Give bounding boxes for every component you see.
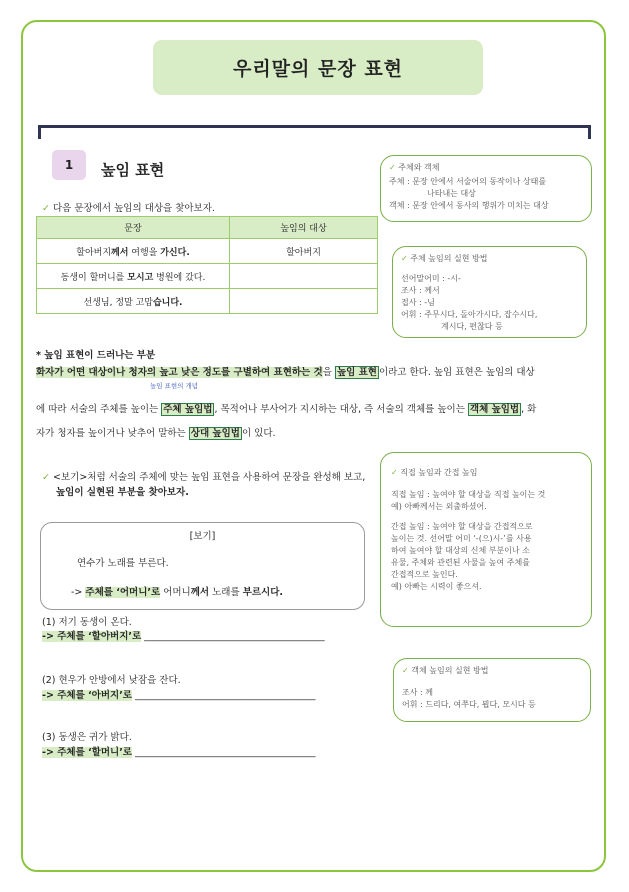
example-label: [보기] (189, 531, 216, 542)
highlight-definition: 화자가 어떤 대상이나 청자의 높고 낮은 정도를 구별하여 표현하는 것 (36, 367, 323, 378)
table-header-target: 높임의 대상 (230, 217, 378, 239)
note-direct-indirect: ✓ 직접 높임과 간접 높임 직접 높임 : 높여야 할 대상을 직접 높이는 것 예) 아빠께서는 외출하셨어. 간접 높임 : 높여야 할 대상을 간접적으로 높이는 것. 선어말 어미 ‘-(으)시-’를 사용 하여 높여야 할 대상의 신체 부분이나 소 유물, 주체와 관련된 사물을 높여 주체를 간접적으로 높인다. 예) 아빠는 시력이 좋으셔. (380, 452, 592, 627)
check-icon: ✓ (401, 254, 408, 263)
table-cell-sentence: 선생님, 정말 고맙습니다. (37, 289, 230, 314)
heading-honorific-parts: * 높임 표현이 드러나는 부분 (36, 350, 156, 361)
section-number: 1 (52, 150, 86, 180)
paragraph-line-2: 에 따라 서술의 주체를 높이는 주체 높임법 , 목적어나 부사어가 지시하는 대상, 즉 서술의 객체를 높이는 객체 높임법 , 화 (36, 404, 537, 415)
check-icon: ✓ (391, 468, 398, 477)
table-row (37, 264, 378, 289)
table-cell-target[interactable] (230, 289, 378, 314)
paragraph-line-1: 화자가 어떤 대상이나 청자의 높고 낮은 정도를 구별하여 표현하는 것을 높임 표현 이라고 한다. 높임 표현은 높임의 대상 (36, 367, 535, 378)
term-object-honorific: 객체 높임법 (469, 404, 520, 415)
annotation-concept: 높임 표현의 개념 (150, 382, 199, 390)
note-object-honorific-methods: ✓ 객체 높임의 실현 방법 조사 : 께 어휘 : 드리다, 여쭈다, 뵙다, 모시다 등 (393, 658, 591, 722)
instruction-2: ✓ <보기>처럼 서술의 주체에 맞는 높임 표현을 사용하여 문장을 완성해 보고, (42, 472, 366, 483)
note-subject-honorific-methods: ✓ 주체 높임의 실현 방법 선어말어미 : -시- 조사 : 께서 접사 : -님 어휘 : 주무시다, 돌아가시다, 잡수시다, 계시다, 편찮다 등 (392, 246, 587, 338)
example-sentence: 연수가 노래를 부른다. (77, 558, 169, 569)
term-honorific: 높임 표현 (336, 367, 377, 378)
check-icon: ✓ (42, 472, 50, 483)
table-cell-sentence: 동생이 할머니를 모시고 병원에 갔다. (37, 264, 230, 289)
exercise-3-question: (3) 동생은 귀가 밝다. (42, 732, 132, 743)
exercise-2-answer[interactable]: -> 주체를 ‘아버지’로 ______________________________________ (42, 690, 316, 701)
paragraph-line-3: 자가 청자를 높이거나 낮추어 말하는 상대 높임법 이 있다. (36, 428, 276, 439)
term-subject-honorific: 주체 높임법 (163, 404, 213, 415)
page-title: 우리말의 문장 표현 (153, 40, 483, 95)
example-answer: -> 주체를 ‘어머니’로 어머니께서 노래를 부르시다. (71, 587, 284, 598)
note-subject-object: ✓ 주체와 객체 주체 : 문장 안에서 서술어의 동작이나 상태를 나타내는 대상 객체 : 문장 안에서 동사의 행위가 미치는 대상 (380, 155, 592, 222)
term-addressee-honorific: 상대 높임법 (190, 428, 240, 439)
exercise-1-question: (1) 저기 동생이 온다. (42, 617, 132, 628)
table-cell-sentence: 할아버지께서 여행을 가신다. (37, 239, 230, 264)
sentence-table (36, 216, 378, 314)
instruction-1: ✓ 다음 문장에서 높임의 대상을 찾아보자. (42, 203, 215, 214)
table-cell-target[interactable] (230, 264, 378, 289)
exercise-1-answer[interactable]: -> 주체를 ‘할아버지’로 ______________________________________ (42, 631, 325, 642)
section-bracket (38, 125, 591, 139)
example-box (40, 522, 365, 610)
exercise-3-answer[interactable]: -> 주체를 ‘할머니’로 ______________________________________ (42, 747, 316, 758)
table-cell-target[interactable]: 할아버지 (230, 239, 378, 264)
table-header-sentence: 문장 (37, 217, 230, 239)
check-icon: ✓ (42, 203, 50, 214)
check-icon: ✓ (389, 163, 396, 172)
instruction-2-line-2: 높임이 실현된 부분을 찾아보자. (56, 487, 189, 498)
check-icon: ✓ (402, 666, 409, 675)
table-row (37, 289, 378, 314)
section-title: 높임 표현 (101, 161, 165, 179)
exercise-2-question: (2) 현우가 안방에서 낮잠을 잔다. (42, 675, 181, 686)
table-row (37, 239, 378, 264)
